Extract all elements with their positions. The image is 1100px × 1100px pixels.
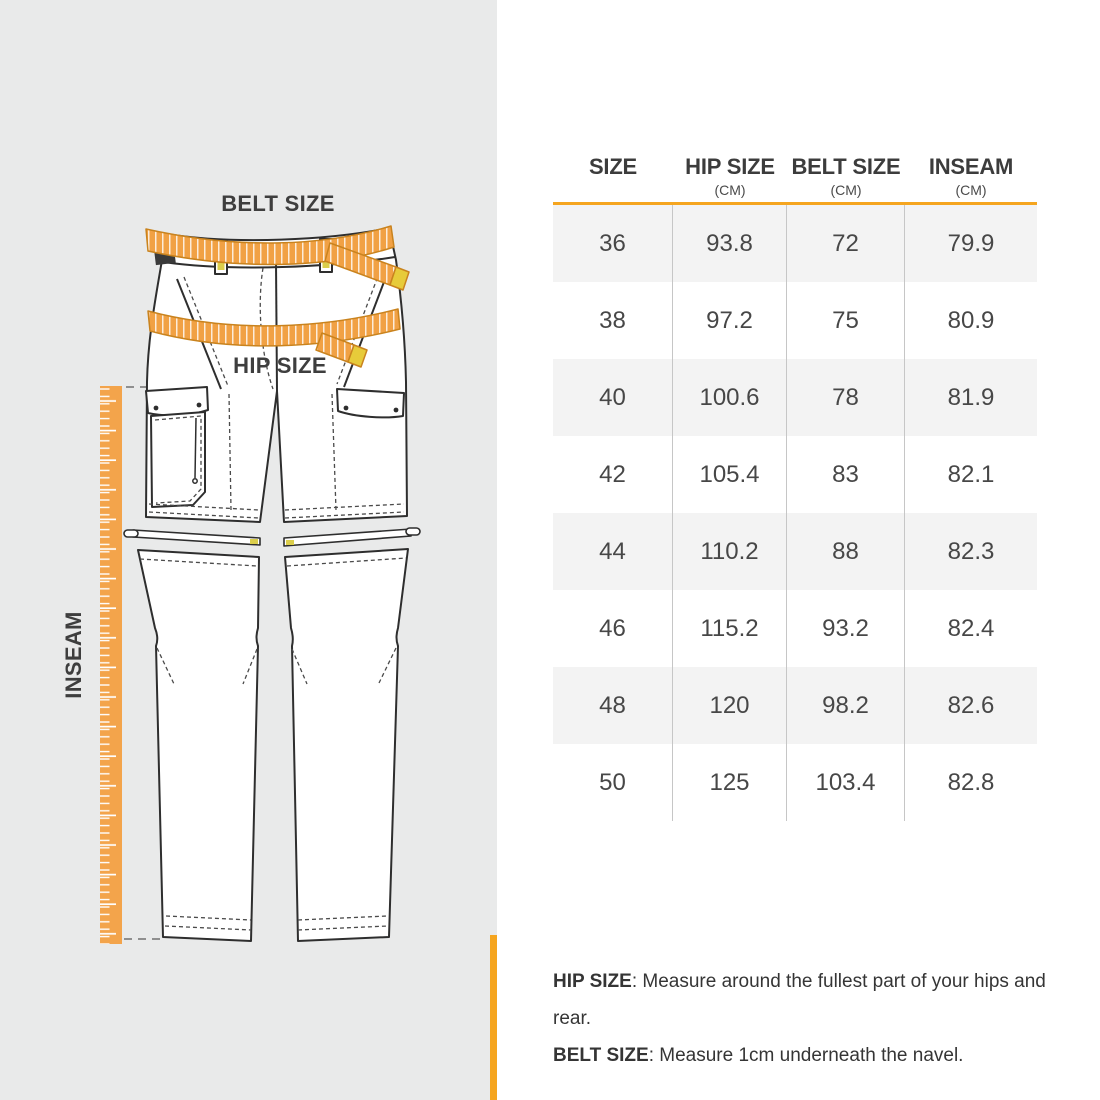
table-header-row xyxy=(553,140,1037,205)
pants-lower-legs xyxy=(138,549,408,941)
table-row: 44 110.2 88 82.3 xyxy=(553,513,1037,590)
table-row: 38 97.2 75 80.9 xyxy=(553,282,1037,359)
hip-size-note: HIP SIZE: Measure around the fullest part of your hips and rear. xyxy=(553,971,1046,1029)
table-row: 40 100.6 78 81.9 xyxy=(553,359,1037,436)
table-body xyxy=(553,205,1037,821)
hip-size-label: HIP SIZE xyxy=(233,353,327,378)
size-table xyxy=(553,140,1037,821)
table-row: 48 120 98.2 82.6 xyxy=(553,667,1037,744)
inseam-label: INSEAM xyxy=(61,611,86,699)
table-row: 46 115.2 93.2 82.4 xyxy=(553,590,1037,667)
belt-size-label: BELT SIZE xyxy=(221,191,335,216)
table-row: 50 125 103.4 82.8 xyxy=(553,744,1037,821)
column-header-inseam: INSEAM (CM) xyxy=(928,154,1014,198)
inseam-ruler xyxy=(100,386,122,944)
measurement-notes xyxy=(553,963,1073,1074)
accent-bar xyxy=(490,935,497,1100)
zip-off-zippers xyxy=(124,528,420,546)
pants-technical-drawing xyxy=(0,0,497,1100)
table-row: 36 93.8 72 79.9 xyxy=(553,205,1037,282)
belt-size-note: BELT SIZE: Measure 1cm underneath the navel. xyxy=(553,1045,964,1066)
column-header-belt: BELT SIZE (CM) xyxy=(791,154,901,198)
diagram-panel xyxy=(0,0,497,1100)
column-header-hip: HIP SIZE (CM) xyxy=(685,154,775,198)
column-header-size: SIZE xyxy=(588,154,638,179)
table-row: 42 105.4 83 82.1 xyxy=(553,436,1037,513)
